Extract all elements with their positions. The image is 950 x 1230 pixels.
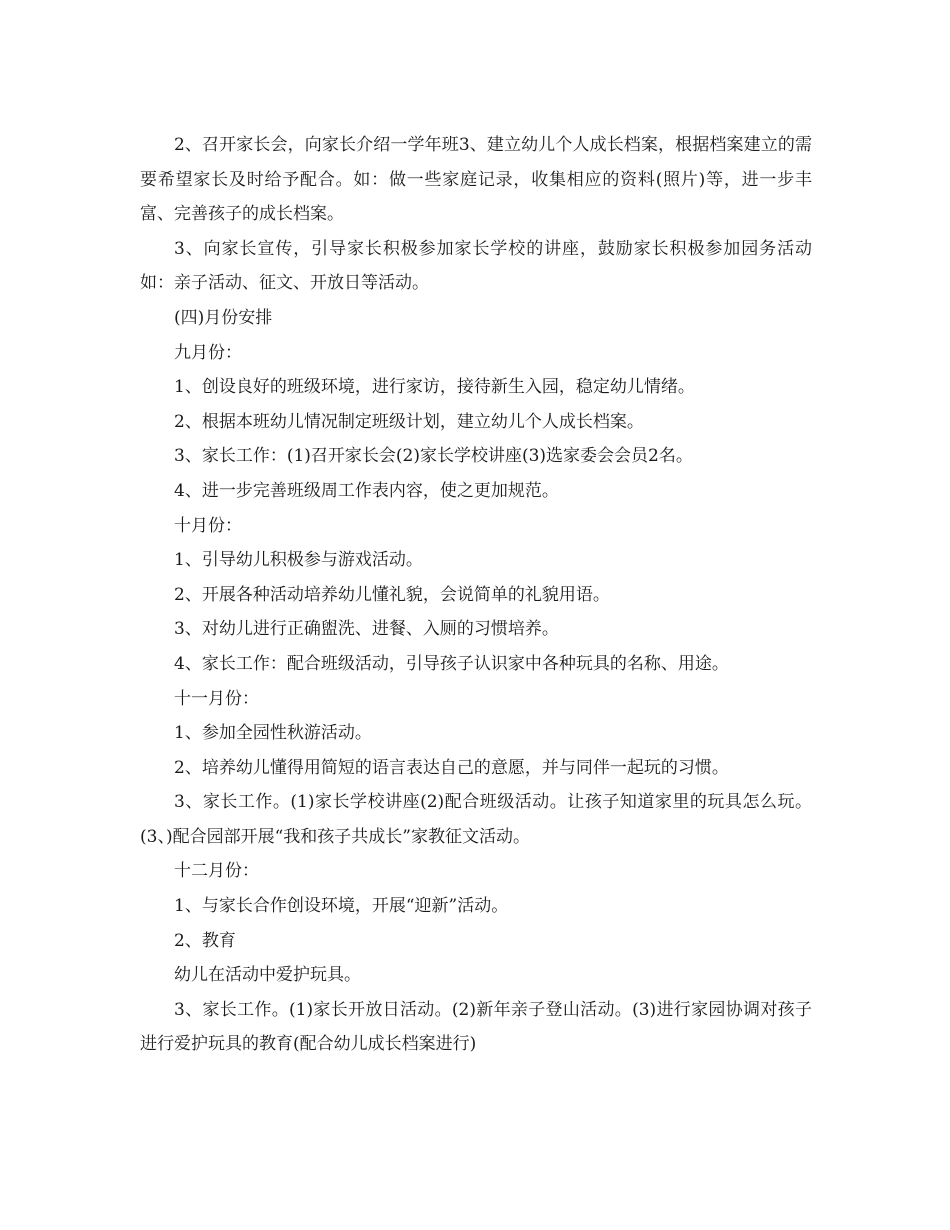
list-item: 3、对幼儿进行正确盥洗、进餐、入厕的习惯培养。 xyxy=(174,619,559,640)
list-item: 1、与家长合作创设环境，开展“迎新”活动。 xyxy=(174,896,509,917)
list-item: 1、引导幼儿积极参与游戏活动。 xyxy=(174,550,423,571)
month-heading-september: 九月份： xyxy=(174,342,242,363)
document-page xyxy=(140,128,812,1062)
month-heading-december: 十二月份： xyxy=(174,861,259,882)
month-heading-october: 十月份： xyxy=(174,515,242,536)
paragraph-parent-promotion: 3、向家长宣传，引导家长积极参加家长学校的讲座，鼓励家长积极参加园务活动如：亲子活动、征文、开放日等活动。 xyxy=(140,238,812,294)
list-item: 2、教育 xyxy=(174,930,236,951)
section-heading-monthly-plan: (四)月份安排 xyxy=(174,307,273,328)
list-item: 3、家长工作。(1)家长开放日活动。(2)新年亲子登山活动。(3)进行家园协调对孩子进行爱护玩具的教育(配合幼儿成长档案进行) xyxy=(140,999,812,1055)
list-item: 2、根据本班幼儿情况制定班级计划，建立幼儿个人成长档案。 xyxy=(174,411,644,432)
list-item: 1、参加全园性秋游活动。 xyxy=(174,723,372,744)
paragraph-parent-meeting: 2、召开家长会，向家长介绍一学年班3、建立幼儿个人成长档案，根据档案建立的需要希望家长及时给予配合。如：做一些家庭记录，收集相应的资料(照片)等，进一步丰富、完善孩子的成长档案。 xyxy=(140,135,812,225)
list-item: 3、家长工作。(1)家长学校讲座(2)配合班级活动。让孩子知道家里的玩具怎么玩。(3、)配合园部开展“我和孩子共成长”家教征文活动。 xyxy=(140,792,812,847)
list-item: 4、进一步完善班级周工作表内容，使之更加规范。 xyxy=(174,480,559,501)
month-heading-november: 十一月份： xyxy=(174,688,259,709)
list-item: 1、创设良好的班级环境，进行家访，接待新生入园，稳定幼儿情绪。 xyxy=(174,377,695,398)
list-item: 2、培养幼儿懂得用简短的语言表达自己的意愿，并与同伴一起玩的习惯。 xyxy=(174,757,729,778)
list-item: 3、家长工作：(1)召开家长会(2)家长学校讲座(3)选家委会会员2名。 xyxy=(174,446,693,467)
list-item: 幼儿在活动中爱护玩具。 xyxy=(174,965,361,986)
list-item: 4、家长工作：配合班级活动，引导孩子认识家中各种玩具的名称、用途。 xyxy=(174,653,729,674)
list-item: 2、开展各种活动培养幼儿懂礼貌，会说简单的礼貌用语。 xyxy=(174,584,610,605)
